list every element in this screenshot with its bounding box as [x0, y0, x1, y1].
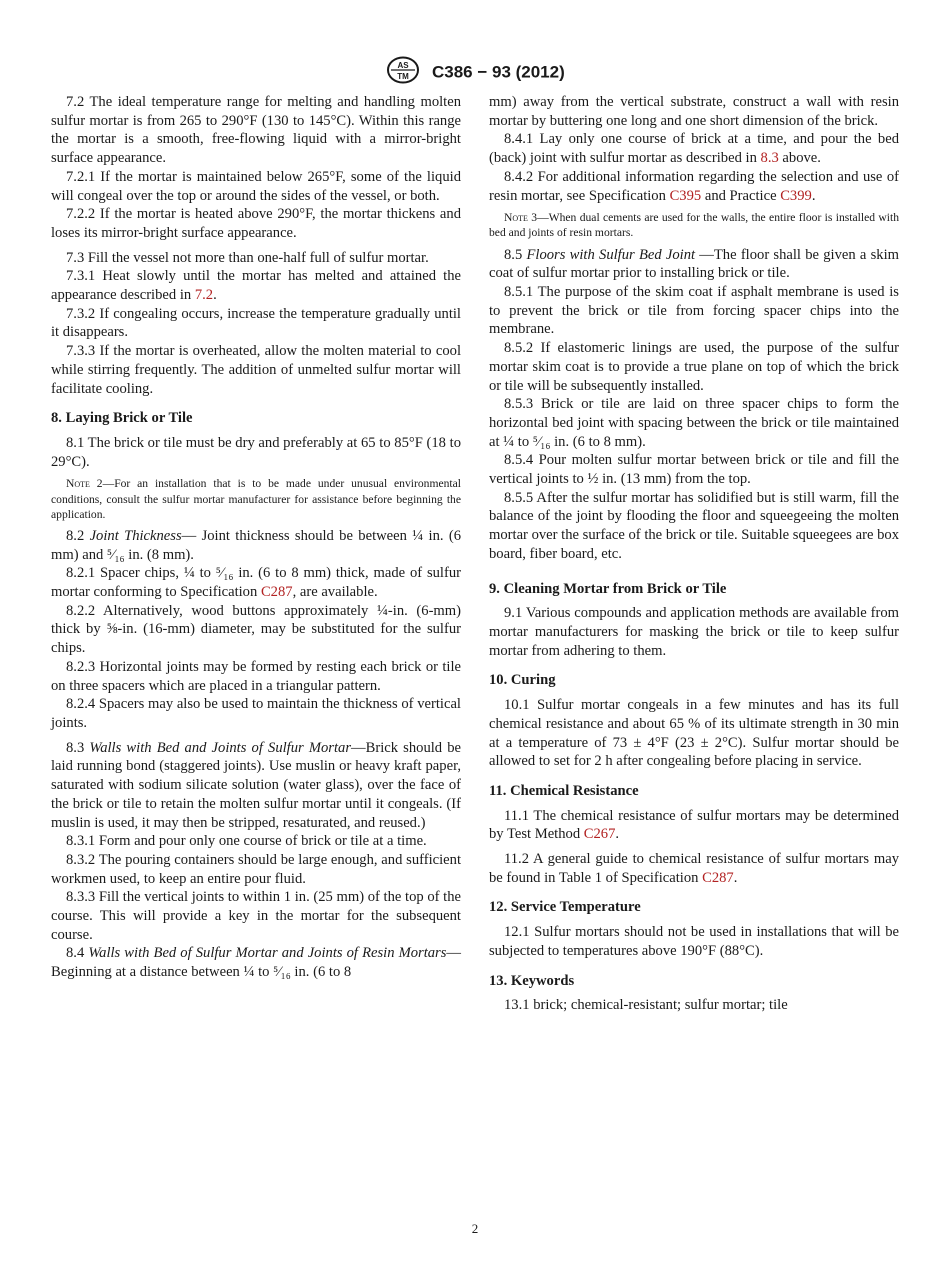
- svg-text:AS: AS: [397, 61, 409, 70]
- para-8-5: 8.5 Floors with Sulfur Bed Joint —The floor shall be given a skim coat of sulfur mortar prior to installing brick or tile.: [489, 246, 900, 282]
- para-8-5-1: 8.5.1 The purpose of the skim coat if asphalt membrane is used is to prevent the brick or tile from forcing spacer chips into the membrane.: [489, 284, 899, 338]
- right-column: [489, 93, 899, 1015]
- heading-section-9: 9. Cleaning Mortar from Brick or Tile: [489, 580, 727, 597]
- para-8-2-2: 8.2.2 Alternatively, wood buttons approximately ¼-in. (6-mm) thick by ⅝-in. (16-mm) diameter, may be substituted for the sulfur chips.: [51, 602, 461, 657]
- link-c287[interactable]: C287: [260, 584, 293, 601]
- para-11-1: 11.1 The chemical resistance of sulfur mortars may be determined by Test Method C267.: [489, 807, 899, 843]
- para-7-2: 7.2 The ideal temperature range for melting and handling molten sulfur mortar is from 265 to 290°F (130 to 145°C). Within this range the mortar is a smooth, free-flowing liquid with a mirror-bright surface appearance.: [51, 94, 461, 167]
- para-8-2-3: 8.2.3 Horizontal joints may be formed by resting each brick or tile on three spacers which are placed in a triangular pattern.: [51, 658, 461, 694]
- para-8-3-1: 8.3.1 Form and pour only one course of brick or tile at a time.: [66, 833, 427, 850]
- para-8-2-1: 8.2.1 Spacer chips, ¼ to ⁵⁄₁₆ in. (6 to 8 mm) thick, made of sulfur mortar conforming to Specification C287, are available.: [51, 565, 461, 601]
- link-c267[interactable]: C267: [583, 826, 616, 843]
- para-8-2-4: 8.2.4 Spacers may also be used to maintain the thickness of vertical joints.: [51, 696, 461, 731]
- para-11-2: 11.2 A general guide to chemical resistance of sulfur mortars may be found in Table 1 of Specification C287.: [489, 851, 899, 886]
- para-8-3-3: 8.3.3 Fill the vertical joints to within 1 in. (25 mm) of the top of the course. This will provide a key in the mortar for the subsequent course.: [51, 889, 461, 943]
- page-header: [0, 56, 950, 89]
- heading-section-12: 12. Service Temperature: [489, 899, 641, 916]
- svg-text:TM: TM: [397, 72, 410, 81]
- para-8-4-continued: mm) away from the vertical substrate, construct a wall with resin mortar by buttering one long and one short dimension of the brick.: [489, 94, 899, 129]
- link-c399[interactable]: C399: [780, 187, 812, 204]
- para-7-3-3: 7.3.3 If the mortar is overheated, allow the molten material to cool while stirring frequently. The addition of unmelted sulfur mortar will facilitate cooling.: [51, 343, 461, 397]
- para-8-5-2: 8.5.2 If elastomeric linings are used, the purpose of the sulfur mortar skim coat is to provide a true plane on top of which the brick or tile will be subsequently installed.: [489, 340, 899, 394]
- para-12-1: 12.1 Sulfur mortars should not be used in installations that will be subjected to temperatures above 190°F (88°C).: [489, 924, 899, 959]
- para-7-3-2: 7.3.2 If congealing occurs, increase the temperature gradually until it disappears.: [51, 305, 461, 341]
- para-10-1: 10.1 Sulfur mortar congeals in a few minutes and has its full chemical resistance and about 65 % of its ultimate strength in 30 min at a temperature of 73 ± 4°F (23 ± 2°C). Sulfur mortar should be allowed to set for 2 h after congealing before placing in service.: [489, 697, 899, 770]
- astm-logo-icon: [385, 56, 421, 89]
- note-3: Note 3—When dual cements are used for the walls, the entire floor is installed with bed and joints of resin mortars.: [489, 211, 900, 240]
- link-8-3[interactable]: 8.3: [760, 150, 779, 167]
- para-13-1: 13.1 brick; chemical-resistant; sulfur mortar; tile: [504, 997, 788, 1014]
- para-8-3-2: 8.3.2 The pouring containers should be large enough, and sufficient workmen used, to keep an entire pour fluid.: [51, 851, 461, 887]
- para-7-3: 7.3 Fill the vessel not more than one-half full of sulfur mortar.: [66, 249, 429, 266]
- page-number: 2: [471, 1221, 479, 1236]
- para-8-5-4: 8.5.4 Pour molten sulfur mortar between brick or tile and fill the vertical joints to ½ in. (13 mm) from the top.: [489, 452, 899, 488]
- para-8-5-5: 8.5.5 After the sulfur mortar has solidified but is still warm, fill the balance of the joint by flooding the floor and squeegeeing the molten mortar over the surface of the brick or tile. Suitable squeegees are box board, fiber board, etc.: [489, 489, 899, 562]
- para-8-4-1: 8.4.1 Lay only one course of brick at a time, and pour the bed (back) joint with sulfur mortar as described in 8.3 above.: [489, 131, 899, 167]
- para-7-2-2: 7.2.2 If the mortar is heated above 290°F, the mortar thickens and loses its mirror-bright surface appearance.: [51, 206, 461, 241]
- heading-section-13: 13. Keywords: [489, 972, 575, 989]
- para-8-5-3: 8.5.3 Brick or tile are laid on three spacer chips to form the horizontal bed joint with spacing between the brick or tile maintained at ¼ to ⁵⁄₁₆ in. (6 to 8 mm).: [489, 396, 899, 450]
- designation: C386 − 93 (2012): [431, 62, 565, 82]
- para-7-2-1: 7.2.1 If the mortar is maintained below 265°F, some of the liquid will congeal over the top or around the sides of the vessel, or both.: [51, 168, 461, 204]
- para-8-3: 8.3 Walls with Bed and Joints of Sulfur Mortar—Brick should be laid running bond (staggered joints). Use muslin or heavy kraft paper, saturated with sodium silicate solution (water glass), over the face of the brick or tile to retain the molten sulfur mortar until it congeals. (If muslin is used, it may then be stripped, resaturated, and reused.): [51, 739, 462, 831]
- link-7-2[interactable]: 7.2: [194, 287, 214, 304]
- link-c395[interactable]: C395: [669, 187, 702, 204]
- para-8-4: 8.4 Walls with Bed of Sulfur Mortar and Joints of Resin Mortars—Beginning at a distance between ¼ to ⁵⁄₁₆ in. (6 to 8: [51, 945, 462, 981]
- para-8-4-2: 8.4.2 For additional information regarding the selection and use of resin mortar, see Specification C395 and Practice C399.: [489, 168, 899, 204]
- para-8-2: 8.2 Joint Thickness— Joint thickness should be between ¼ in. (6 mm) and ⁵⁄₁₆ in. (8 mm).: [51, 527, 462, 563]
- para-8-1: 8.1 The brick or tile must be dry and preferably at 65 to 85°F (18 to 29°C).: [51, 434, 461, 470]
- para-9-1: 9.1 Various compounds and application methods are available from mortar manufacturers for masking the brick or tile to keep sulfur mortar from adhering to them.: [489, 605, 899, 659]
- note-2: Note 2—For an installation that is to be made under unusual environmental conditions, consult the sulfur mortar manufacturer for assistance before beginning the application.: [51, 477, 461, 521]
- heading-section-8: 8. Laying Brick or Tile: [51, 410, 193, 427]
- link-c287-b[interactable]: C287: [702, 869, 734, 886]
- left-column: [51, 93, 461, 982]
- heading-section-11: 11. Chemical Resistance: [489, 782, 639, 799]
- heading-section-10: 10. Curing: [489, 672, 556, 689]
- para-7-3-1: 7.3.1 Heat slowly until the mortar has melted and attained the appearance described in 7.2.: [51, 268, 461, 304]
